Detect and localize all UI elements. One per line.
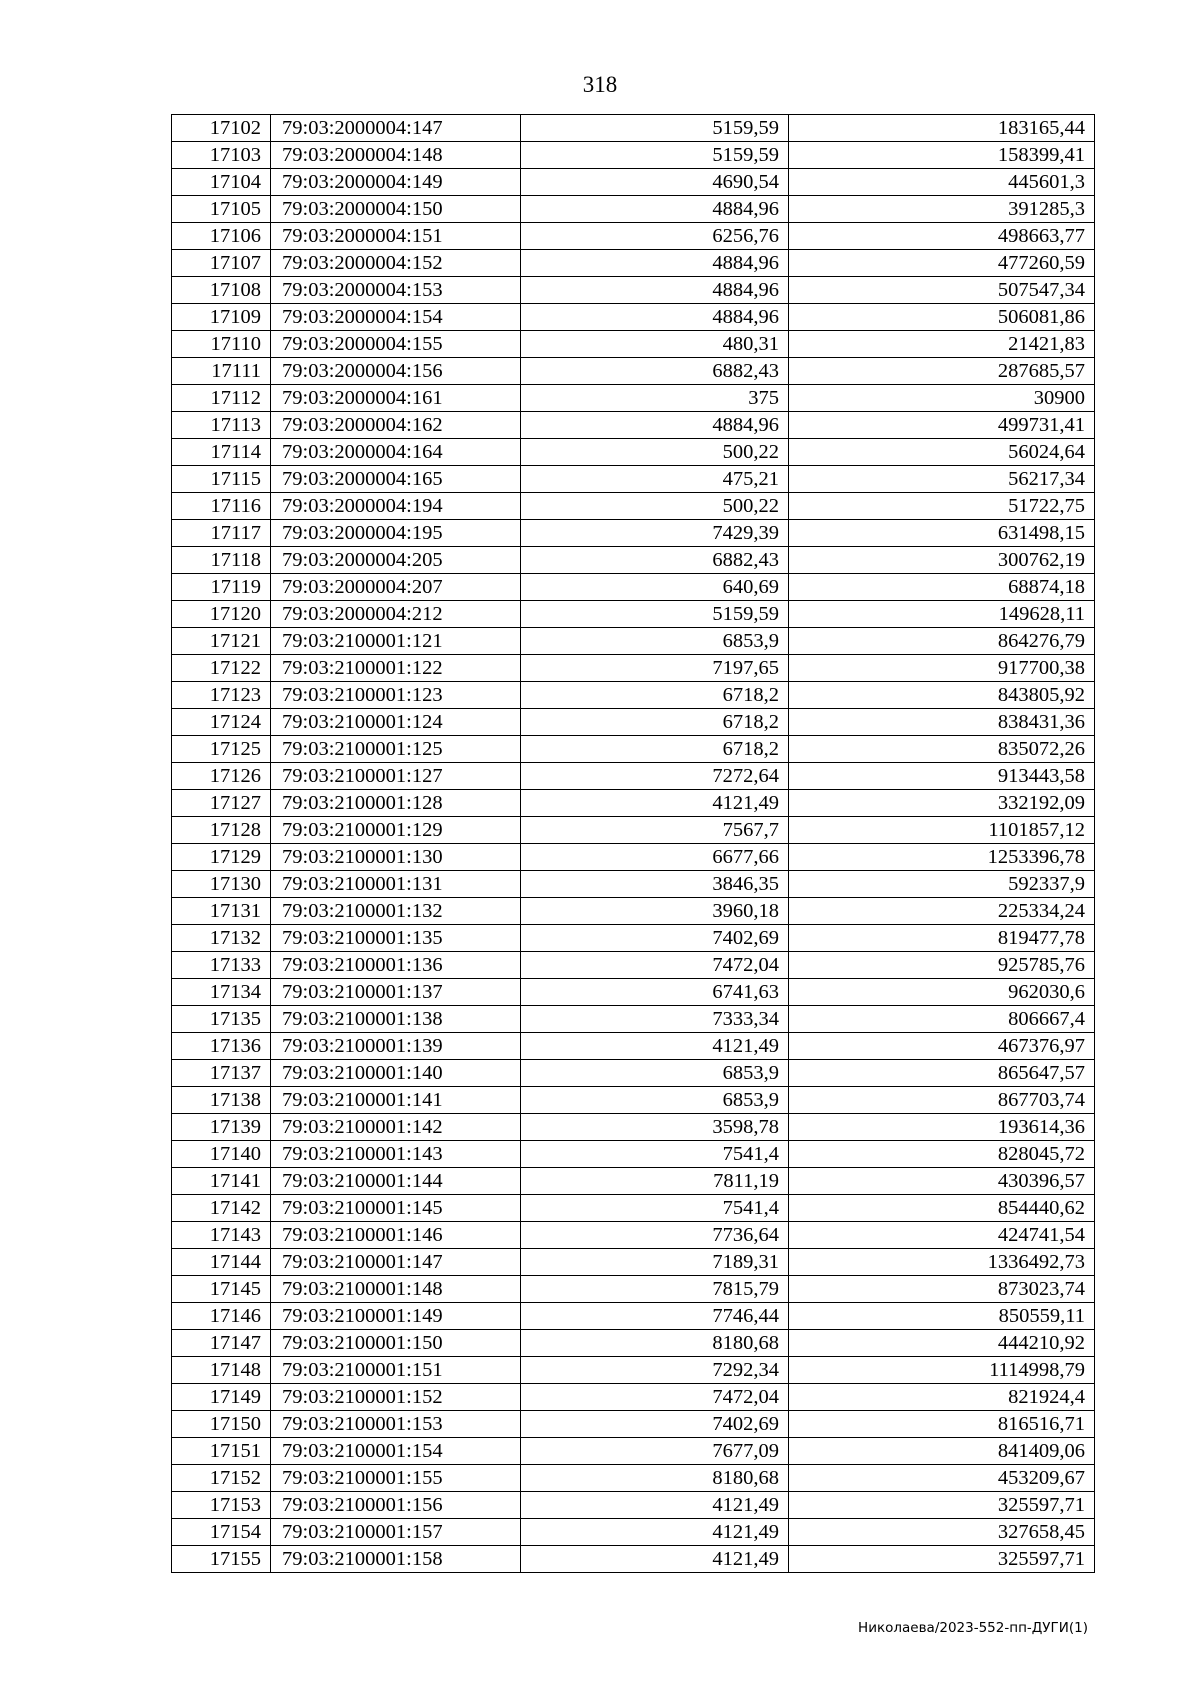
- row-number-cell: 17130: [172, 871, 271, 898]
- row-number-cell: 17116: [172, 493, 271, 520]
- cadastral-number-cell: 79:03:2100001:128: [271, 790, 521, 817]
- table-row: [172, 1492, 1095, 1519]
- row-number-cell: 17140: [172, 1141, 271, 1168]
- value-cell: 1114998,79: [789, 1357, 1095, 1384]
- cadastral-number-cell: 79:03:2000004:212: [271, 601, 521, 628]
- table-row: [172, 1411, 1095, 1438]
- row-number-cell: 17103: [172, 142, 271, 169]
- cadastral-number-cell: 79:03:2100001:146: [271, 1222, 521, 1249]
- table-row: [172, 1438, 1095, 1465]
- row-number-cell: 17150: [172, 1411, 271, 1438]
- area-cell: 475,21: [521, 466, 789, 493]
- cadastral-number-cell: 79:03:2000004:164: [271, 439, 521, 466]
- table-row: [172, 385, 1095, 412]
- row-number-cell: 17153: [172, 1492, 271, 1519]
- row-number-cell: 17127: [172, 790, 271, 817]
- area-cell: 7292,34: [521, 1357, 789, 1384]
- cadastral-number-cell: 79:03:2100001:121: [271, 628, 521, 655]
- cadastral-number-cell: 79:03:2100001:140: [271, 1060, 521, 1087]
- cadastral-number-cell: 79:03:2100001:158: [271, 1546, 521, 1573]
- value-cell: 850559,11: [789, 1303, 1095, 1330]
- cadastral-number-cell: 79:03:2100001:157: [271, 1519, 521, 1546]
- cadastral-number-cell: 79:03:2100001:145: [271, 1195, 521, 1222]
- row-number-cell: 17114: [172, 439, 271, 466]
- cadastral-number-cell: 79:03:2100001:131: [271, 871, 521, 898]
- cadastral-number-cell: 79:03:2000004:161: [271, 385, 521, 412]
- value-cell: 453209,67: [789, 1465, 1095, 1492]
- area-cell: 7402,69: [521, 925, 789, 952]
- cadastral-number-cell: 79:03:2100001:141: [271, 1087, 521, 1114]
- row-number-cell: 17141: [172, 1168, 271, 1195]
- cadastral-number-cell: 79:03:2000004:156: [271, 358, 521, 385]
- area-cell: 4690,54: [521, 169, 789, 196]
- row-number-cell: 17117: [172, 520, 271, 547]
- area-cell: 7815,79: [521, 1276, 789, 1303]
- cadastral-number-cell: 79:03:2100001:135: [271, 925, 521, 952]
- row-number-cell: 17125: [172, 736, 271, 763]
- cadastral-number-cell: 79:03:2000004:153: [271, 277, 521, 304]
- value-cell: 332192,09: [789, 790, 1095, 817]
- table-row: [172, 1249, 1095, 1276]
- cadastral-number-cell: 79:03:2100001:151: [271, 1357, 521, 1384]
- table-row: [172, 1546, 1095, 1573]
- area-cell: 7567,7: [521, 817, 789, 844]
- area-cell: 4884,96: [521, 304, 789, 331]
- value-cell: 499731,41: [789, 412, 1095, 439]
- row-number-cell: 17143: [172, 1222, 271, 1249]
- row-number-cell: 17144: [172, 1249, 271, 1276]
- area-cell: 7272,64: [521, 763, 789, 790]
- value-cell: 841409,06: [789, 1438, 1095, 1465]
- area-cell: 480,31: [521, 331, 789, 358]
- table-row: [172, 547, 1095, 574]
- row-number-cell: 17132: [172, 925, 271, 952]
- area-cell: 4884,96: [521, 277, 789, 304]
- row-number-cell: 17126: [172, 763, 271, 790]
- cadastral-number-cell: 79:03:2100001:137: [271, 979, 521, 1006]
- table-row: [172, 520, 1095, 547]
- value-cell: 498663,77: [789, 223, 1095, 250]
- value-cell: 56024,64: [789, 439, 1095, 466]
- row-number-cell: 17104: [172, 169, 271, 196]
- value-cell: 325597,71: [789, 1492, 1095, 1519]
- value-cell: 193614,36: [789, 1114, 1095, 1141]
- value-cell: 300762,19: [789, 547, 1095, 574]
- row-number-cell: 17147: [172, 1330, 271, 1357]
- area-cell: 7746,44: [521, 1303, 789, 1330]
- table-row: [172, 1330, 1095, 1357]
- row-number-cell: 17148: [172, 1357, 271, 1384]
- value-cell: 325597,71: [789, 1546, 1095, 1573]
- value-cell: 467376,97: [789, 1033, 1095, 1060]
- value-cell: 913443,58: [789, 763, 1095, 790]
- value-cell: 592337,9: [789, 871, 1095, 898]
- area-cell: 500,22: [521, 439, 789, 466]
- area-cell: 640,69: [521, 574, 789, 601]
- cadastral-number-cell: 79:03:2100001:136: [271, 952, 521, 979]
- cadastral-number-cell: 79:03:2100001:149: [271, 1303, 521, 1330]
- area-cell: 5159,59: [521, 115, 789, 142]
- cadastral-number-cell: 79:03:2100001:148: [271, 1276, 521, 1303]
- document-code: Николаева/2023-552-пп-ДУГИ(1): [858, 1620, 1088, 1636]
- value-cell: 806667,4: [789, 1006, 1095, 1033]
- cadastral-number-cell: 79:03:2100001:155: [271, 1465, 521, 1492]
- area-cell: 6677,66: [521, 844, 789, 871]
- cadastral-number-cell: 79:03:2100001:125: [271, 736, 521, 763]
- cadastral-number-cell: 79:03:2000004:205: [271, 547, 521, 574]
- value-cell: 56217,34: [789, 466, 1095, 493]
- row-number-cell: 17120: [172, 601, 271, 628]
- table-row: [172, 358, 1095, 385]
- value-cell: 391285,3: [789, 196, 1095, 223]
- table-row: [172, 817, 1095, 844]
- area-cell: 4121,49: [521, 1546, 789, 1573]
- area-cell: 7541,4: [521, 1141, 789, 1168]
- area-cell: 6882,43: [521, 358, 789, 385]
- value-cell: 21421,83: [789, 331, 1095, 358]
- value-cell: 327658,45: [789, 1519, 1095, 1546]
- table-row: [172, 493, 1095, 520]
- table-row: [172, 871, 1095, 898]
- value-cell: 962030,6: [789, 979, 1095, 1006]
- cadastral-number-cell: 79:03:2100001:139: [271, 1033, 521, 1060]
- table-row: [172, 979, 1095, 1006]
- row-number-cell: 17110: [172, 331, 271, 358]
- cadastral-number-cell: 79:03:2100001:156: [271, 1492, 521, 1519]
- area-cell: 6741,63: [521, 979, 789, 1006]
- table-row: [172, 763, 1095, 790]
- value-cell: 149628,11: [789, 601, 1095, 628]
- table-row: [172, 196, 1095, 223]
- area-cell: 6718,2: [521, 709, 789, 736]
- row-number-cell: 17124: [172, 709, 271, 736]
- area-cell: 7189,31: [521, 1249, 789, 1276]
- cadastral-number-cell: 79:03:2100001:122: [271, 655, 521, 682]
- cadastral-number-cell: 79:03:2000004:165: [271, 466, 521, 493]
- value-cell: 430396,57: [789, 1168, 1095, 1195]
- table-row: [172, 1033, 1095, 1060]
- value-cell: 854440,62: [789, 1195, 1095, 1222]
- area-cell: 4121,49: [521, 1033, 789, 1060]
- table-row: [172, 844, 1095, 871]
- table-row: [172, 1141, 1095, 1168]
- area-cell: 7429,39: [521, 520, 789, 547]
- cadastral-number-cell: 79:03:2100001:127: [271, 763, 521, 790]
- cadastral-number-cell: 79:03:2000004:147: [271, 115, 521, 142]
- row-number-cell: 17142: [172, 1195, 271, 1222]
- table-row: [172, 250, 1095, 277]
- row-number-cell: 17151: [172, 1438, 271, 1465]
- row-number-cell: 17106: [172, 223, 271, 250]
- area-cell: 4884,96: [521, 412, 789, 439]
- value-cell: 424741,54: [789, 1222, 1095, 1249]
- area-cell: 6853,9: [521, 628, 789, 655]
- area-cell: 7541,4: [521, 1195, 789, 1222]
- cadastral-number-cell: 79:03:2100001:138: [271, 1006, 521, 1033]
- area-cell: 4884,96: [521, 196, 789, 223]
- parcel-table: [171, 114, 1095, 1573]
- row-number-cell: 17115: [172, 466, 271, 493]
- cadastral-number-cell: 79:03:2100001:123: [271, 682, 521, 709]
- area-cell: 6256,76: [521, 223, 789, 250]
- value-cell: 287685,57: [789, 358, 1095, 385]
- value-cell: 867703,74: [789, 1087, 1095, 1114]
- table-row: [172, 223, 1095, 250]
- row-number-cell: 17119: [172, 574, 271, 601]
- table-row: [172, 952, 1095, 979]
- row-number-cell: 17109: [172, 304, 271, 331]
- row-number-cell: 17152: [172, 1465, 271, 1492]
- table-row: [172, 169, 1095, 196]
- table-row: [172, 1087, 1095, 1114]
- row-number-cell: 17134: [172, 979, 271, 1006]
- table-row: [172, 1006, 1095, 1033]
- row-number-cell: 17146: [172, 1303, 271, 1330]
- value-cell: 30900: [789, 385, 1095, 412]
- value-cell: 51722,75: [789, 493, 1095, 520]
- row-number-cell: 17154: [172, 1519, 271, 1546]
- value-cell: 183165,44: [789, 115, 1095, 142]
- value-cell: 506081,86: [789, 304, 1095, 331]
- table-row: [172, 412, 1095, 439]
- cadastral-number-cell: 79:03:2000004:195: [271, 520, 521, 547]
- row-number-cell: 17136: [172, 1033, 271, 1060]
- row-number-cell: 17155: [172, 1546, 271, 1573]
- value-cell: 477260,59: [789, 250, 1095, 277]
- table-row: [172, 142, 1095, 169]
- table-row: [172, 1060, 1095, 1087]
- area-cell: 6853,9: [521, 1060, 789, 1087]
- value-cell: 917700,38: [789, 655, 1095, 682]
- table-row: [172, 790, 1095, 817]
- row-number-cell: 17131: [172, 898, 271, 925]
- cadastral-number-cell: 79:03:2100001:150: [271, 1330, 521, 1357]
- table-row: [172, 1384, 1095, 1411]
- row-number-cell: 17108: [172, 277, 271, 304]
- area-cell: 6718,2: [521, 682, 789, 709]
- table-row: [172, 1303, 1095, 1330]
- value-cell: 444210,92: [789, 1330, 1095, 1357]
- table-row: [172, 1519, 1095, 1546]
- row-number-cell: 17122: [172, 655, 271, 682]
- value-cell: 828045,72: [789, 1141, 1095, 1168]
- table-row: [172, 601, 1095, 628]
- table-row: [172, 304, 1095, 331]
- area-cell: 7333,34: [521, 1006, 789, 1033]
- table-row: [172, 1222, 1095, 1249]
- page-number: 318: [582, 72, 618, 97]
- row-number-cell: 17135: [172, 1006, 271, 1033]
- row-number-cell: 17113: [172, 412, 271, 439]
- area-cell: 7402,69: [521, 1411, 789, 1438]
- cadastral-number-cell: 79:03:2100001:132: [271, 898, 521, 925]
- area-cell: 3960,18: [521, 898, 789, 925]
- value-cell: 225334,24: [789, 898, 1095, 925]
- row-number-cell: 17121: [172, 628, 271, 655]
- table-row: [172, 1114, 1095, 1141]
- value-cell: 864276,79: [789, 628, 1095, 655]
- row-number-cell: 17128: [172, 817, 271, 844]
- table-row: [172, 898, 1095, 925]
- cadastral-number-cell: 79:03:2100001:142: [271, 1114, 521, 1141]
- area-cell: 4121,49: [521, 790, 789, 817]
- table-row: [172, 925, 1095, 952]
- table-row: [172, 331, 1095, 358]
- area-cell: 375: [521, 385, 789, 412]
- area-cell: 6718,2: [521, 736, 789, 763]
- cadastral-number-cell: 79:03:2000004:149: [271, 169, 521, 196]
- row-number-cell: 17118: [172, 547, 271, 574]
- cadastral-number-cell: 79:03:2100001:144: [271, 1168, 521, 1195]
- row-number-cell: 17123: [172, 682, 271, 709]
- area-cell: 3598,78: [521, 1114, 789, 1141]
- area-cell: 7472,04: [521, 952, 789, 979]
- area-cell: 7472,04: [521, 1384, 789, 1411]
- row-number-cell: 17111: [172, 358, 271, 385]
- cadastral-number-cell: 79:03:2000004:162: [271, 412, 521, 439]
- value-cell: 873023,74: [789, 1276, 1095, 1303]
- table-row: [172, 466, 1095, 493]
- row-number-cell: 17107: [172, 250, 271, 277]
- value-cell: 925785,76: [789, 952, 1095, 979]
- value-cell: 507547,34: [789, 277, 1095, 304]
- table-row: [172, 1195, 1095, 1222]
- row-number-cell: 17137: [172, 1060, 271, 1087]
- cadastral-number-cell: 79:03:2000004:148: [271, 142, 521, 169]
- cadastral-number-cell: 79:03:2100001:129: [271, 817, 521, 844]
- cadastral-number-cell: 79:03:2100001:154: [271, 1438, 521, 1465]
- table-row: [172, 1465, 1095, 1492]
- area-cell: 7811,19: [521, 1168, 789, 1195]
- area-cell: 4121,49: [521, 1492, 789, 1519]
- value-cell: 1253396,78: [789, 844, 1095, 871]
- table-row: [172, 115, 1095, 142]
- cadastral-number-cell: 79:03:2000004:150: [271, 196, 521, 223]
- row-number-cell: 17105: [172, 196, 271, 223]
- area-cell: 4884,96: [521, 250, 789, 277]
- area-cell: 7197,65: [521, 655, 789, 682]
- table-row: [172, 1168, 1095, 1195]
- value-cell: 445601,3: [789, 169, 1095, 196]
- area-cell: 8180,68: [521, 1330, 789, 1357]
- cadastral-number-cell: 79:03:2000004:152: [271, 250, 521, 277]
- cadastral-number-cell: 79:03:2100001:153: [271, 1411, 521, 1438]
- cadastral-number-cell: 79:03:2000004:154: [271, 304, 521, 331]
- cadastral-number-cell: 79:03:2100001:124: [271, 709, 521, 736]
- table-row: [172, 574, 1095, 601]
- area-cell: 5159,59: [521, 601, 789, 628]
- area-cell: 500,22: [521, 493, 789, 520]
- value-cell: 1101857,12: [789, 817, 1095, 844]
- area-cell: 8180,68: [521, 1465, 789, 1492]
- value-cell: 838431,36: [789, 709, 1095, 736]
- area-cell: 7677,09: [521, 1438, 789, 1465]
- table-row: [172, 736, 1095, 763]
- row-number-cell: 17138: [172, 1087, 271, 1114]
- value-cell: 816516,71: [789, 1411, 1095, 1438]
- table-body: [172, 115, 1095, 1573]
- cadastral-number-cell: 79:03:2000004:155: [271, 331, 521, 358]
- cadastral-number-cell: 79:03:2100001:147: [271, 1249, 521, 1276]
- table-row: [172, 1276, 1095, 1303]
- value-cell: 843805,92: [789, 682, 1095, 709]
- cadastral-number-cell: 79:03:2100001:130: [271, 844, 521, 871]
- area-cell: 3846,35: [521, 871, 789, 898]
- area-cell: 6853,9: [521, 1087, 789, 1114]
- table-row: [172, 682, 1095, 709]
- cadastral-number-cell: 79:03:2100001:152: [271, 1384, 521, 1411]
- row-number-cell: 17102: [172, 115, 271, 142]
- area-cell: 5159,59: [521, 142, 789, 169]
- value-cell: 1336492,73: [789, 1249, 1095, 1276]
- cadastral-number-cell: 79:03:2000004:207: [271, 574, 521, 601]
- row-number-cell: 17133: [172, 952, 271, 979]
- area-cell: 7736,64: [521, 1222, 789, 1249]
- cadastral-number-cell: 79:03:2100001:143: [271, 1141, 521, 1168]
- value-cell: 631498,15: [789, 520, 1095, 547]
- table-row: [172, 1357, 1095, 1384]
- table-row: [172, 709, 1095, 736]
- table-row: [172, 439, 1095, 466]
- value-cell: 821924,4: [789, 1384, 1095, 1411]
- value-cell: 158399,41: [789, 142, 1095, 169]
- row-number-cell: 17129: [172, 844, 271, 871]
- area-cell: 6882,43: [521, 547, 789, 574]
- row-number-cell: 17139: [172, 1114, 271, 1141]
- row-number-cell: 17149: [172, 1384, 271, 1411]
- cadastral-number-cell: 79:03:2000004:194: [271, 493, 521, 520]
- table-row: [172, 628, 1095, 655]
- row-number-cell: 17112: [172, 385, 271, 412]
- value-cell: 819477,78: [789, 925, 1095, 952]
- value-cell: 835072,26: [789, 736, 1095, 763]
- value-cell: 865647,57: [789, 1060, 1095, 1087]
- row-number-cell: 17145: [172, 1276, 271, 1303]
- value-cell: 68874,18: [789, 574, 1095, 601]
- table-row: [172, 655, 1095, 682]
- area-cell: 4121,49: [521, 1519, 789, 1546]
- table-row: [172, 277, 1095, 304]
- cadastral-number-cell: 79:03:2000004:151: [271, 223, 521, 250]
